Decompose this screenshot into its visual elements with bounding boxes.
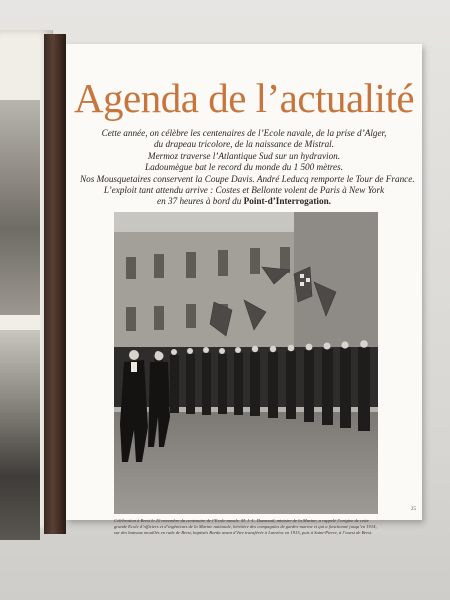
ceremony-photo (114, 212, 378, 514)
intro-line: Cette année, on célèbre les centenaires de l’Ecole navale, de la prise d’Alger, (101, 128, 387, 138)
page-title: Agenda de l’actualité (73, 75, 415, 121)
intro-line: du drapeau tricolore, de la naissance de Mistral. (153, 139, 335, 150)
photo-caption: Célébration à Brest le 20 novembre du centenaire de l’Ecole navale. M. J.-L. Dumesnil, ministre de la Marine, a rappelé l’origine de cette grande Ecole d’officiers et d’ingénieurs de la Marine nationale, héritière des compagnies de gardes-marine et qui a fonctionné jusqu’en 1914, sur des bateaux mouillés en rade de Brest, baptisés Borda avant d’être transférée à Lanvéoc en 1915, puis à Saint-Pierre, à l’ouest de Brest. (114, 518, 377, 535)
intro-line: Nos Mousquetaires conservent la Coupe Davis. André Leducq remporte le Tour de France. (80, 173, 415, 184)
intro-paragraph (80, 128, 415, 208)
intro-bold-name: Point-d’Interrogation. (243, 196, 331, 207)
page-number: 25 (411, 507, 416, 512)
book-page (66, 44, 422, 535)
intro-line: L’exploit tant attendu arrive : Costes et Bellonte volent de Paris à New York (103, 185, 385, 196)
book-spine (44, 34, 66, 534)
intro-line: Mermoz traverse l’Atlantique Sud sur un hydravion. (147, 150, 341, 161)
ceremony-photo-drawing (114, 212, 378, 514)
intro-line: en 37 heures à bord du (157, 196, 244, 207)
intro-line: Ladoumègue bat le record du monde du 1 500 mètres. (144, 162, 343, 173)
previous-page-photo-bottom (0, 330, 40, 540)
intro-line-last (80, 196, 408, 207)
previous-page-photo-top (0, 100, 40, 315)
